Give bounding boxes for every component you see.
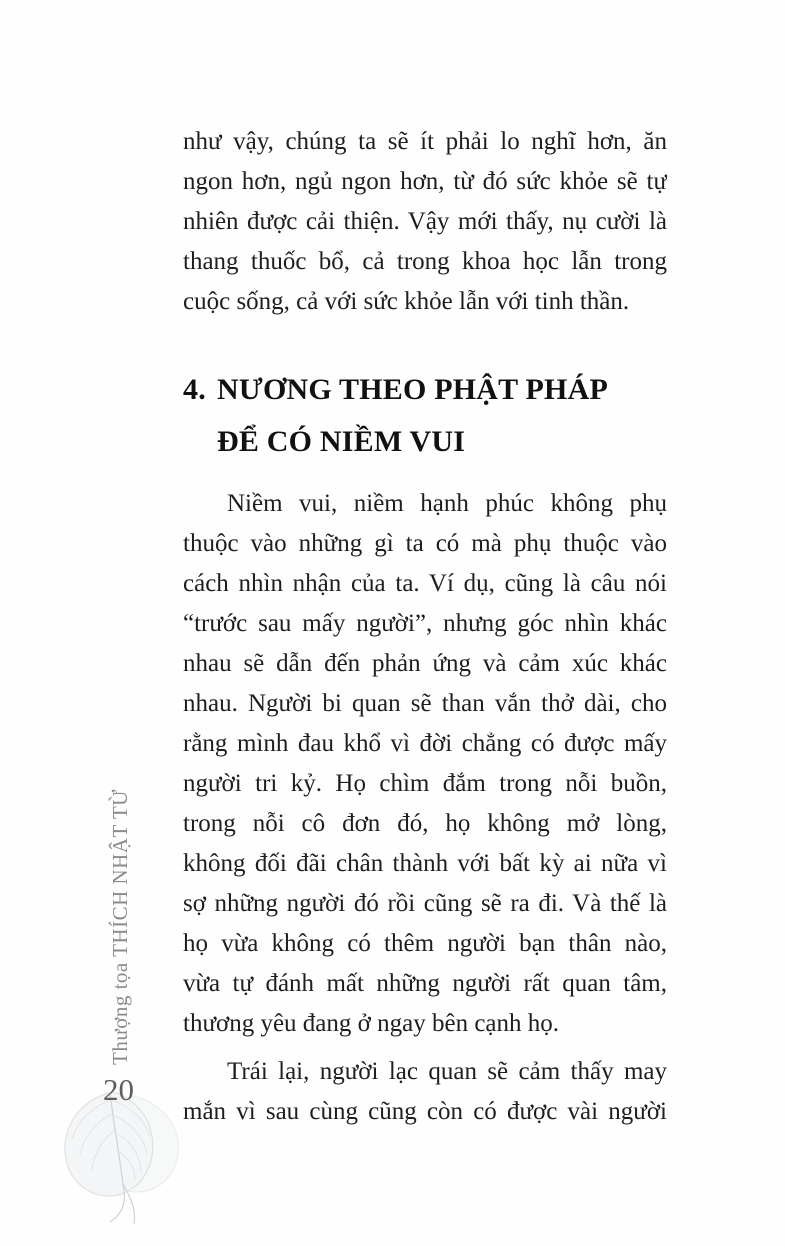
text-line: Trái lại, người lạc quan sẽ cảm thấy may	[227, 1058, 667, 1085]
page-number: 20	[103, 1072, 134, 1107]
text-line: như vậy, chúng ta sẽ ít phải lo nghĩ hơn, ăn	[183, 128, 667, 155]
text-line: “trước sau mấy người”, nhưng góc nhìn khác	[183, 610, 667, 637]
section-heading	[183, 364, 667, 468]
margin-author-text: Thượng tọa THÍCH NHẬT TỪ	[108, 789, 132, 1065]
section-title-part2: ĐỂ CÓ NIỀM VUI	[217, 425, 466, 458]
text-line: ngon hơn, ngủ ngon hơn, từ đó sức khỏe sẽ tự	[183, 168, 667, 195]
text-line: trong nỗi cô đơn đó, họ không mở lòng,	[183, 810, 667, 837]
text-line: người tri kỷ. Họ chìm đắm trong nỗi buồn,	[183, 770, 667, 797]
text-line: sợ những người đó rồi cũng sẽ ra đi. Và thế là	[183, 890, 667, 917]
paragraph-optimist	[183, 1052, 667, 1132]
paragraph-pessimist	[183, 484, 667, 1044]
text-line: họ vừa không có thêm người bạn thân nào,	[183, 930, 667, 957]
paragraph-continuation	[183, 122, 667, 322]
text-line: mắn vì sau cùng cũng còn có được vài người	[183, 1098, 667, 1125]
text-line: thang thuốc bổ, cả trong khoa học lẫn trong	[183, 248, 667, 275]
section-title-part1: NƯƠNG THEO PHẬT PHÁP	[217, 373, 608, 406]
text-line: không đối đãi chân thành với bất kỳ ai nữa vì	[183, 850, 667, 877]
text-line: vừa tự đánh mất những người rất quan tâm,	[183, 970, 667, 997]
text-line: thương yêu đang ở ngay bên cạnh họ.	[183, 1010, 560, 1037]
text-line: nhau sẽ dẫn đến phản ứng và cảm xúc khác	[183, 650, 667, 677]
text-line: nhiên được cải thiện. Vậy mới thấy, nụ cười là	[183, 208, 667, 235]
text-line: thuộc vào những gì ta có mà phụ thuộc vào	[183, 530, 667, 557]
section-number: 4.	[183, 373, 206, 406]
text-line: Niềm vui, niềm hạnh phúc không phụ	[227, 490, 667, 517]
text-line: cuộc sống, cả với sức khỏe lẫn với tinh thần.	[183, 288, 630, 315]
text-line: rằng mình đau khổ vì đời chẳng có được mấy	[183, 730, 667, 757]
text-line: cách nhìn nhận của ta. Ví dụ, cũng là câu nói	[183, 570, 667, 597]
text-line: nhau. Người bi quan sẽ than vắn thở dài, cho	[183, 690, 667, 717]
section-heading-line1	[183, 364, 667, 416]
page-body	[183, 0, 667, 1132]
